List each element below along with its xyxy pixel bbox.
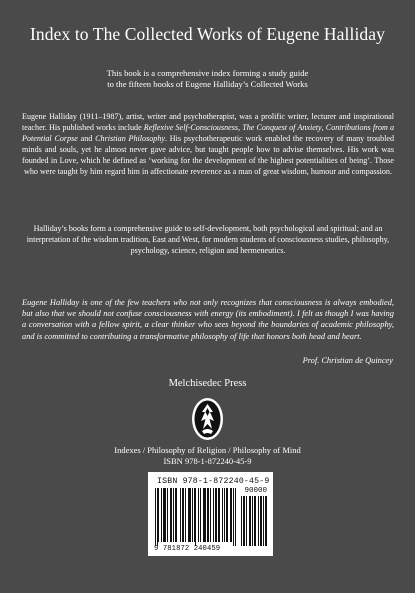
barcode-bar — [213, 488, 214, 542]
barcode-addon-bar — [260, 496, 261, 546]
barcode-bar — [188, 488, 189, 542]
books-description: Halliday’s books form a comprehensive guide to self-development, both psychological and spiritual; and an interpretation of the wisdom tradition, East and West, for modern students of consciousness studies, philosophy, psychology, science, religion and hermeneutics. — [26, 224, 390, 255]
barcode-bar — [200, 488, 201, 542]
barcode-addon-bar — [250, 496, 251, 546]
barcode-bar — [173, 488, 174, 542]
barcode-bar — [218, 488, 219, 542]
quote-attribution: Prof. Christian de Quincey — [302, 356, 393, 365]
bio-text-1: Eugene Halliday (1911–1987), artist, writer and psychotherapist, was a prolific writer, lecturer and inspirational teacher. His published works include — [22, 112, 394, 132]
book-title-christian: Christian Philosophy — [95, 133, 165, 143]
barcode-bar — [170, 488, 171, 542]
barcode-bar — [190, 488, 191, 542]
barcode-addon-bar — [241, 496, 242, 546]
barcode-bar — [183, 488, 184, 542]
barcode-bar — [226, 488, 227, 542]
barcode-bar — [164, 488, 165, 542]
barcode-addon-bar — [258, 496, 259, 546]
barcode-bar — [203, 488, 204, 542]
barcode-bar — [205, 488, 206, 542]
barcode-addon-bar — [254, 496, 255, 546]
barcode-bar — [227, 488, 228, 542]
bio-separator-2: , — [321, 122, 326, 132]
barcode-bar — [165, 488, 166, 542]
barcode-bar — [215, 488, 216, 542]
intro-text — [40, 68, 375, 90]
barcode-bar — [185, 488, 186, 542]
author-bio — [22, 112, 394, 177]
barcode-addon-bar — [255, 496, 256, 546]
publisher-logo-icon — [191, 397, 224, 441]
barcode-bar — [222, 488, 223, 542]
barcode-bar — [180, 488, 181, 542]
barcode-addon-bar — [249, 496, 250, 546]
bio-text-2: . His psychotherapeutic work enabled the recovery of many troubled minds and souls, yet he almost never gave advice, but taught people how to advise themselves. His work was founded in Love, which he defined as ‘working for the development of the highest potentialities of being’. Those who were taught by him regard him in affectionate reverence as a man of great wisdom, humour and compassion. — [22, 133, 394, 176]
barcode-bar — [204, 488, 205, 542]
barcode-bar — [230, 488, 231, 542]
barcode-bar — [210, 488, 211, 542]
barcode-bar — [198, 488, 199, 542]
barcode-bar — [194, 488, 195, 542]
barcode-price-code: 90000 — [244, 487, 267, 495]
barcode-addon-bar — [265, 496, 266, 546]
barcode-bar — [176, 488, 177, 542]
barcode-bar — [235, 488, 236, 546]
endorsement-quote: Eugene Halliday is one of the few teachers who not only recognizes that consciousness is always embodied, but also that we should not confuse consciousness with energy (its embodiment). I felt as though I was having a conversation with a fellow spirit, a clear thinker who sees beyond the boundaries of academic philosophy, and is committed to contributing a transformative philosophy of life that honors both head and heart. — [22, 298, 394, 341]
barcode-bar — [192, 488, 193, 542]
barcode-addon-bar — [243, 496, 244, 546]
barcode-bar — [167, 488, 168, 542]
barcode-bar — [224, 488, 225, 542]
subject-categories: Indexes / Philosophy of Religion / Philosophy of Mind — [114, 445, 301, 455]
barcode-digits: 9 781872 240459 — [154, 545, 221, 553]
barcode-addon-bar — [263, 496, 264, 546]
barcode-bar — [219, 488, 220, 542]
book-title-conquest: The Conquest of Anxiety — [242, 122, 322, 132]
barcode-bar — [189, 488, 190, 542]
barcode-addon-bar — [244, 496, 245, 546]
barcode-bar — [158, 488, 159, 542]
isbn-barcode — [148, 472, 273, 556]
intro-line-2: to the fifteen books of Eugene Halliday’s Collected Works — [107, 79, 308, 89]
intro-line-1: This book is a comprehensive index forming a study guide — [106, 68, 309, 78]
book-title: Index to The Collected Works of Eugene Halliday — [30, 24, 385, 44]
barcode-addon-bar — [266, 496, 267, 546]
barcode-addon-bar — [261, 496, 262, 546]
barcode-bar — [182, 488, 183, 542]
book-title-reflexive: Reflexive Self-Consciousness — [143, 122, 239, 132]
barcode-bar — [157, 488, 158, 546]
barcode-bar — [233, 488, 234, 546]
bio-separator-3: and — [77, 133, 96, 143]
barcode-bar — [231, 488, 232, 542]
barcode-addon-bar — [246, 496, 247, 546]
barcode-bars — [155, 488, 267, 546]
barcode-bar — [208, 488, 209, 542]
barcode-bar — [163, 488, 164, 542]
isbn-text: ISBN 978-1-872240-45-9 — [163, 456, 252, 466]
publisher-name: Melchisedec Press — [168, 378, 247, 389]
barcode-bar — [171, 488, 172, 542]
barcode-bar — [195, 488, 196, 546]
barcode-bar — [207, 488, 208, 542]
barcode-bar — [161, 488, 162, 542]
barcode-isbn-label: ISBN 978-1-872240-45-9 — [157, 477, 270, 486]
barcode-bar — [216, 488, 217, 542]
barcode-bar — [175, 488, 176, 542]
barcode-addon-bar — [252, 496, 253, 546]
bio-separator-1: , — [238, 122, 243, 132]
book-title-contributions: Contributions from a Potential Corpse — [22, 122, 395, 143]
barcode-bar — [155, 488, 156, 546]
